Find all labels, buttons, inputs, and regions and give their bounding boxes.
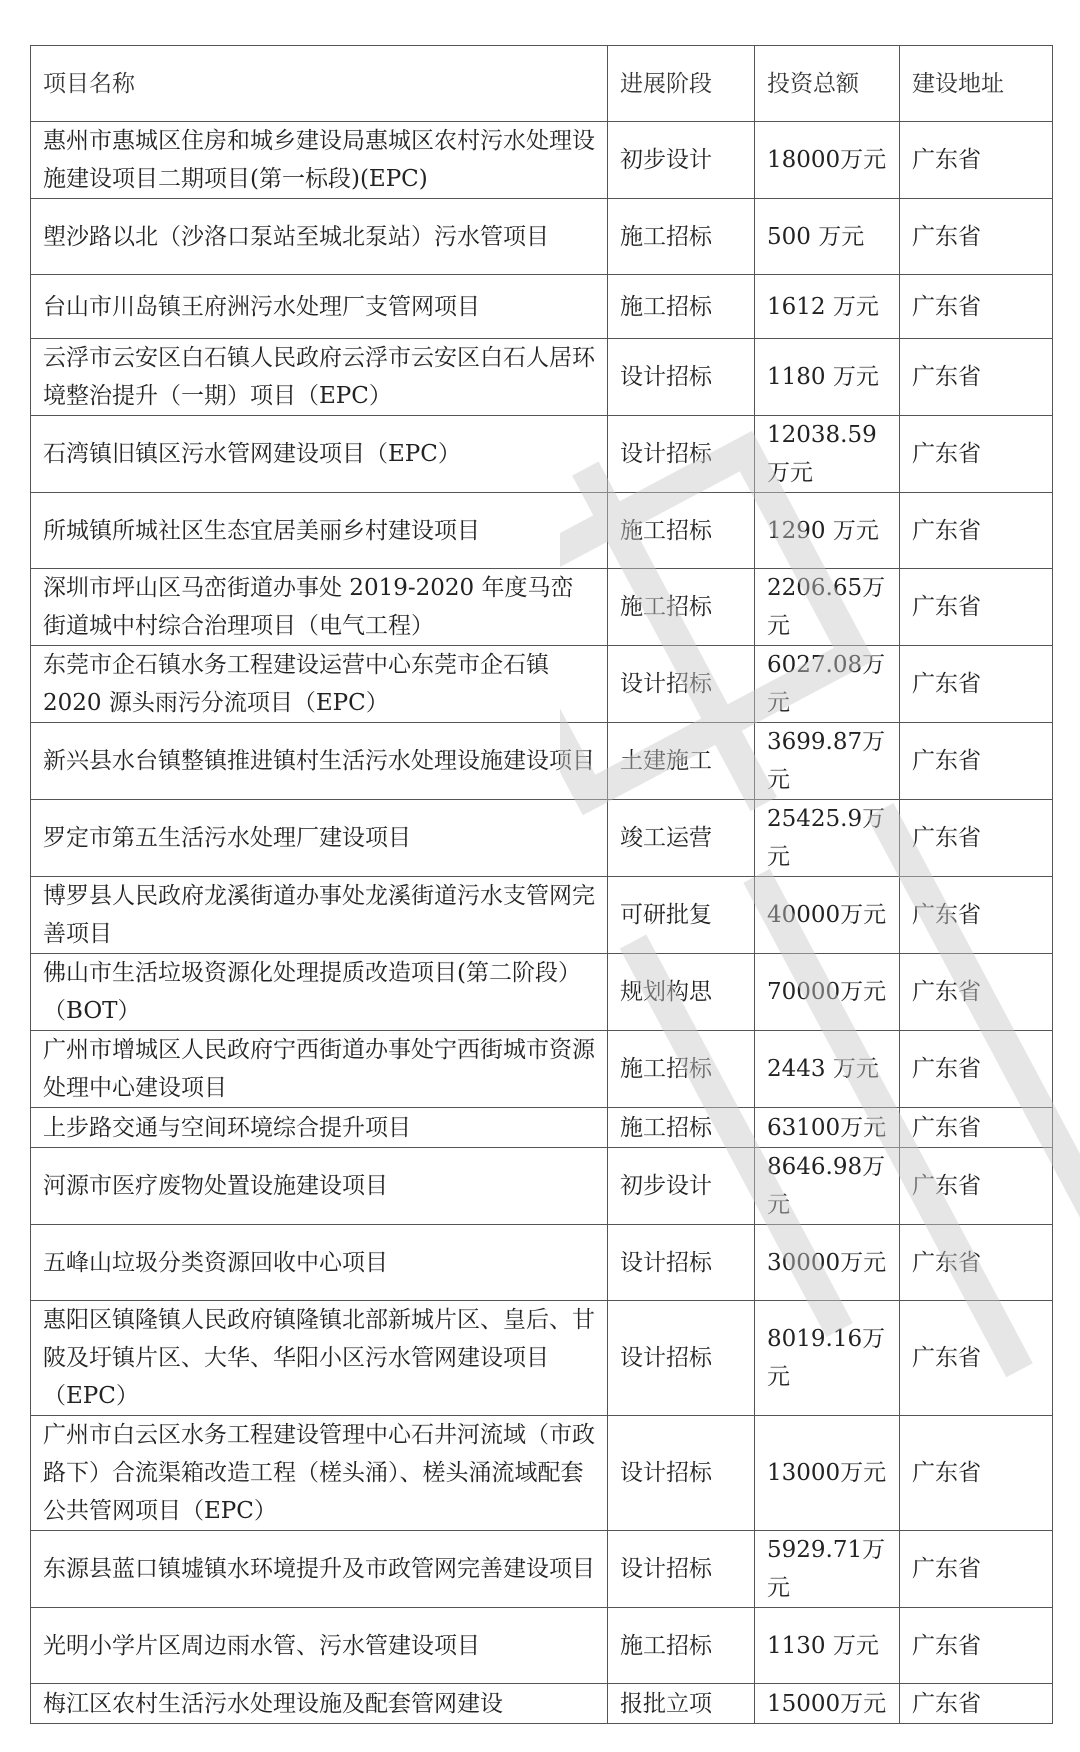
location-cell: 广东省	[900, 954, 1053, 1031]
table-row	[31, 493, 1053, 569]
project-table-container	[30, 45, 1052, 1724]
location-cell: 广东省	[900, 122, 1053, 199]
amount-cell: 12038.59万元	[755, 416, 900, 493]
table-row	[31, 646, 1053, 723]
stage-cell: 设计招标	[608, 339, 755, 416]
project-name-cell: 所城镇所城社区生态宜居美丽乡村建设项目	[31, 493, 608, 569]
stage-cell: 初步设计	[608, 122, 755, 199]
stage-cell: 施工招标	[608, 493, 755, 569]
project-name-cell: 东源县蓝口镇墟镇水环境提升及市政管网完善建设项目	[31, 1531, 608, 1608]
table-row	[31, 800, 1053, 877]
location-cell: 广东省	[900, 1301, 1053, 1416]
project-name-cell: 罗定市第五生活污水处理厂建设项目	[31, 800, 608, 877]
location-cell: 广东省	[900, 877, 1053, 954]
table-row	[31, 1148, 1053, 1225]
location-cell: 广东省	[900, 493, 1053, 569]
project-name-cell: 五峰山垃圾分类资源回收中心项目	[31, 1225, 608, 1301]
stage-cell: 施工招标	[608, 1608, 755, 1684]
amount-cell: 1290 万元	[755, 493, 900, 569]
table-row	[31, 1301, 1053, 1416]
stage-cell: 施工招标	[608, 1031, 755, 1108]
project-name-cell: 惠阳区镇隆镇人民政府镇隆镇北部新城片区、皇后、甘陂及圩镇片区、大华、华阳小区污水管网建设项目（EPC）	[31, 1301, 608, 1416]
table-row	[31, 1031, 1053, 1108]
table-row	[31, 723, 1053, 800]
header-investment: 投资总额	[755, 46, 900, 122]
location-cell: 广东省	[900, 1225, 1053, 1301]
header-stage: 进展阶段	[608, 46, 755, 122]
table-row	[31, 569, 1053, 646]
amount-cell: 3699.87万元	[755, 723, 900, 800]
table-row	[31, 199, 1053, 275]
stage-cell: 设计招标	[608, 1416, 755, 1531]
table-row	[31, 416, 1053, 493]
table-row	[31, 122, 1053, 199]
amount-cell: 15000万元	[755, 1684, 900, 1724]
project-name-cell: 广州市增城区人民政府宁西街道办事处宁西街城市资源处理中心建设项目	[31, 1031, 608, 1108]
location-cell: 广东省	[900, 339, 1053, 416]
table-row	[31, 1684, 1053, 1724]
location-cell: 广东省	[900, 1108, 1053, 1148]
amount-cell: 70000万元	[755, 954, 900, 1031]
stage-cell: 初步设计	[608, 1148, 755, 1225]
location-cell: 广东省	[900, 1148, 1053, 1225]
project-name-cell: 光明小学片区周边雨水管、污水管建设项目	[31, 1608, 608, 1684]
table-row	[31, 954, 1053, 1031]
amount-cell: 2443 万元	[755, 1031, 900, 1108]
amount-cell: 500 万元	[755, 199, 900, 275]
project-name-cell: 梅江区农村生活污水处理设施及配套管网建设	[31, 1684, 608, 1724]
table-row	[31, 1416, 1053, 1531]
stage-cell: 施工招标	[608, 199, 755, 275]
location-cell: 广东省	[900, 1608, 1053, 1684]
amount-cell: 40000万元	[755, 877, 900, 954]
stage-cell: 报批立项	[608, 1684, 755, 1724]
stage-cell: 规划构思	[608, 954, 755, 1031]
amount-cell: 8646.98万元	[755, 1148, 900, 1225]
project-name-cell: 新兴县水台镇整镇推进镇村生活污水处理设施建设项目	[31, 723, 608, 800]
table-row	[31, 877, 1053, 954]
location-cell: 广东省	[900, 723, 1053, 800]
project-name-cell: 惠州市惠城区住房和城乡建设局惠城区农村污水处理设施建设项目二期项目(第一标段)(EPC)	[31, 122, 608, 199]
table-header-row	[31, 46, 1053, 122]
location-cell: 广东省	[900, 646, 1053, 723]
amount-cell: 25425.9万元	[755, 800, 900, 877]
location-cell: 广东省	[900, 569, 1053, 646]
stage-cell: 土建施工	[608, 723, 755, 800]
location-cell: 广东省	[900, 1031, 1053, 1108]
project-name-cell: 深圳市坪山区马峦街道办事处 2019-2020 年度马峦街道城中村综合治理项目（电气工程）	[31, 569, 608, 646]
amount-cell: 30000万元	[755, 1225, 900, 1301]
header-location: 建设地址	[900, 46, 1053, 122]
amount-cell: 2206.65万元	[755, 569, 900, 646]
table-row	[31, 1225, 1053, 1301]
table-row	[31, 275, 1053, 339]
project-name-cell: 博罗县人民政府龙溪街道办事处龙溪街道污水支管网完善项目	[31, 877, 608, 954]
stage-cell: 设计招标	[608, 1225, 755, 1301]
stage-cell: 设计招标	[608, 1531, 755, 1608]
location-cell: 广东省	[900, 416, 1053, 493]
amount-cell: 13000万元	[755, 1416, 900, 1531]
header-project-name: 项目名称	[31, 46, 608, 122]
location-cell: 广东省	[900, 1531, 1053, 1608]
stage-cell: 施工招标	[608, 1108, 755, 1148]
project-name-cell: 上步路交通与空间环境综合提升项目	[31, 1108, 608, 1148]
amount-cell: 8019.16万元	[755, 1301, 900, 1416]
location-cell: 广东省	[900, 800, 1053, 877]
table-row	[31, 1608, 1053, 1684]
project-name-cell: 云浮市云安区白石镇人民政府云浮市云安区白石人居环境整治提升（一期）项目（EPC）	[31, 339, 608, 416]
table-row	[31, 1531, 1053, 1608]
project-name-cell: 河源市医疗废物处置设施建设项目	[31, 1148, 608, 1225]
stage-cell: 施工招标	[608, 569, 755, 646]
project-name-cell: 石湾镇旧镇区污水管网建设项目（EPC）	[31, 416, 608, 493]
location-cell: 广东省	[900, 1684, 1053, 1724]
amount-cell: 18000万元	[755, 122, 900, 199]
amount-cell: 1180 万元	[755, 339, 900, 416]
project-table	[30, 45, 1053, 1724]
stage-cell: 设计招标	[608, 646, 755, 723]
stage-cell: 可研批复	[608, 877, 755, 954]
amount-cell: 1130 万元	[755, 1608, 900, 1684]
amount-cell: 6027.08万元	[755, 646, 900, 723]
project-name-cell: 佛山市生活垃圾资源化处理提质改造项目(第二阶段）（BOT）	[31, 954, 608, 1031]
project-name-cell: 广州市白云区水务工程建设管理中心石井河流域（市政路下）合流渠箱改造工程（槎头涌）、槎头涌流域配套公共管网项目（EPC）	[31, 1416, 608, 1531]
table-row	[31, 1108, 1053, 1148]
project-name-cell: 台山市川岛镇王府洲污水处理厂支管网项目	[31, 275, 608, 339]
amount-cell: 1612 万元	[755, 275, 900, 339]
project-name-cell: 东莞市企石镇水务工程建设运营中心东莞市企石镇 2020 源头雨污分流项目（EPC）	[31, 646, 608, 723]
stage-cell: 设计招标	[608, 416, 755, 493]
table-row	[31, 339, 1053, 416]
project-name-cell: 塱沙路以北（沙洛口泵站至城北泵站）污水管项目	[31, 199, 608, 275]
location-cell: 广东省	[900, 1416, 1053, 1531]
amount-cell: 5929.71万元	[755, 1531, 900, 1608]
location-cell: 广东省	[900, 199, 1053, 275]
stage-cell: 施工招标	[608, 275, 755, 339]
stage-cell: 竣工运营	[608, 800, 755, 877]
location-cell: 广东省	[900, 275, 1053, 339]
amount-cell: 63100万元	[755, 1108, 900, 1148]
stage-cell: 设计招标	[608, 1301, 755, 1416]
